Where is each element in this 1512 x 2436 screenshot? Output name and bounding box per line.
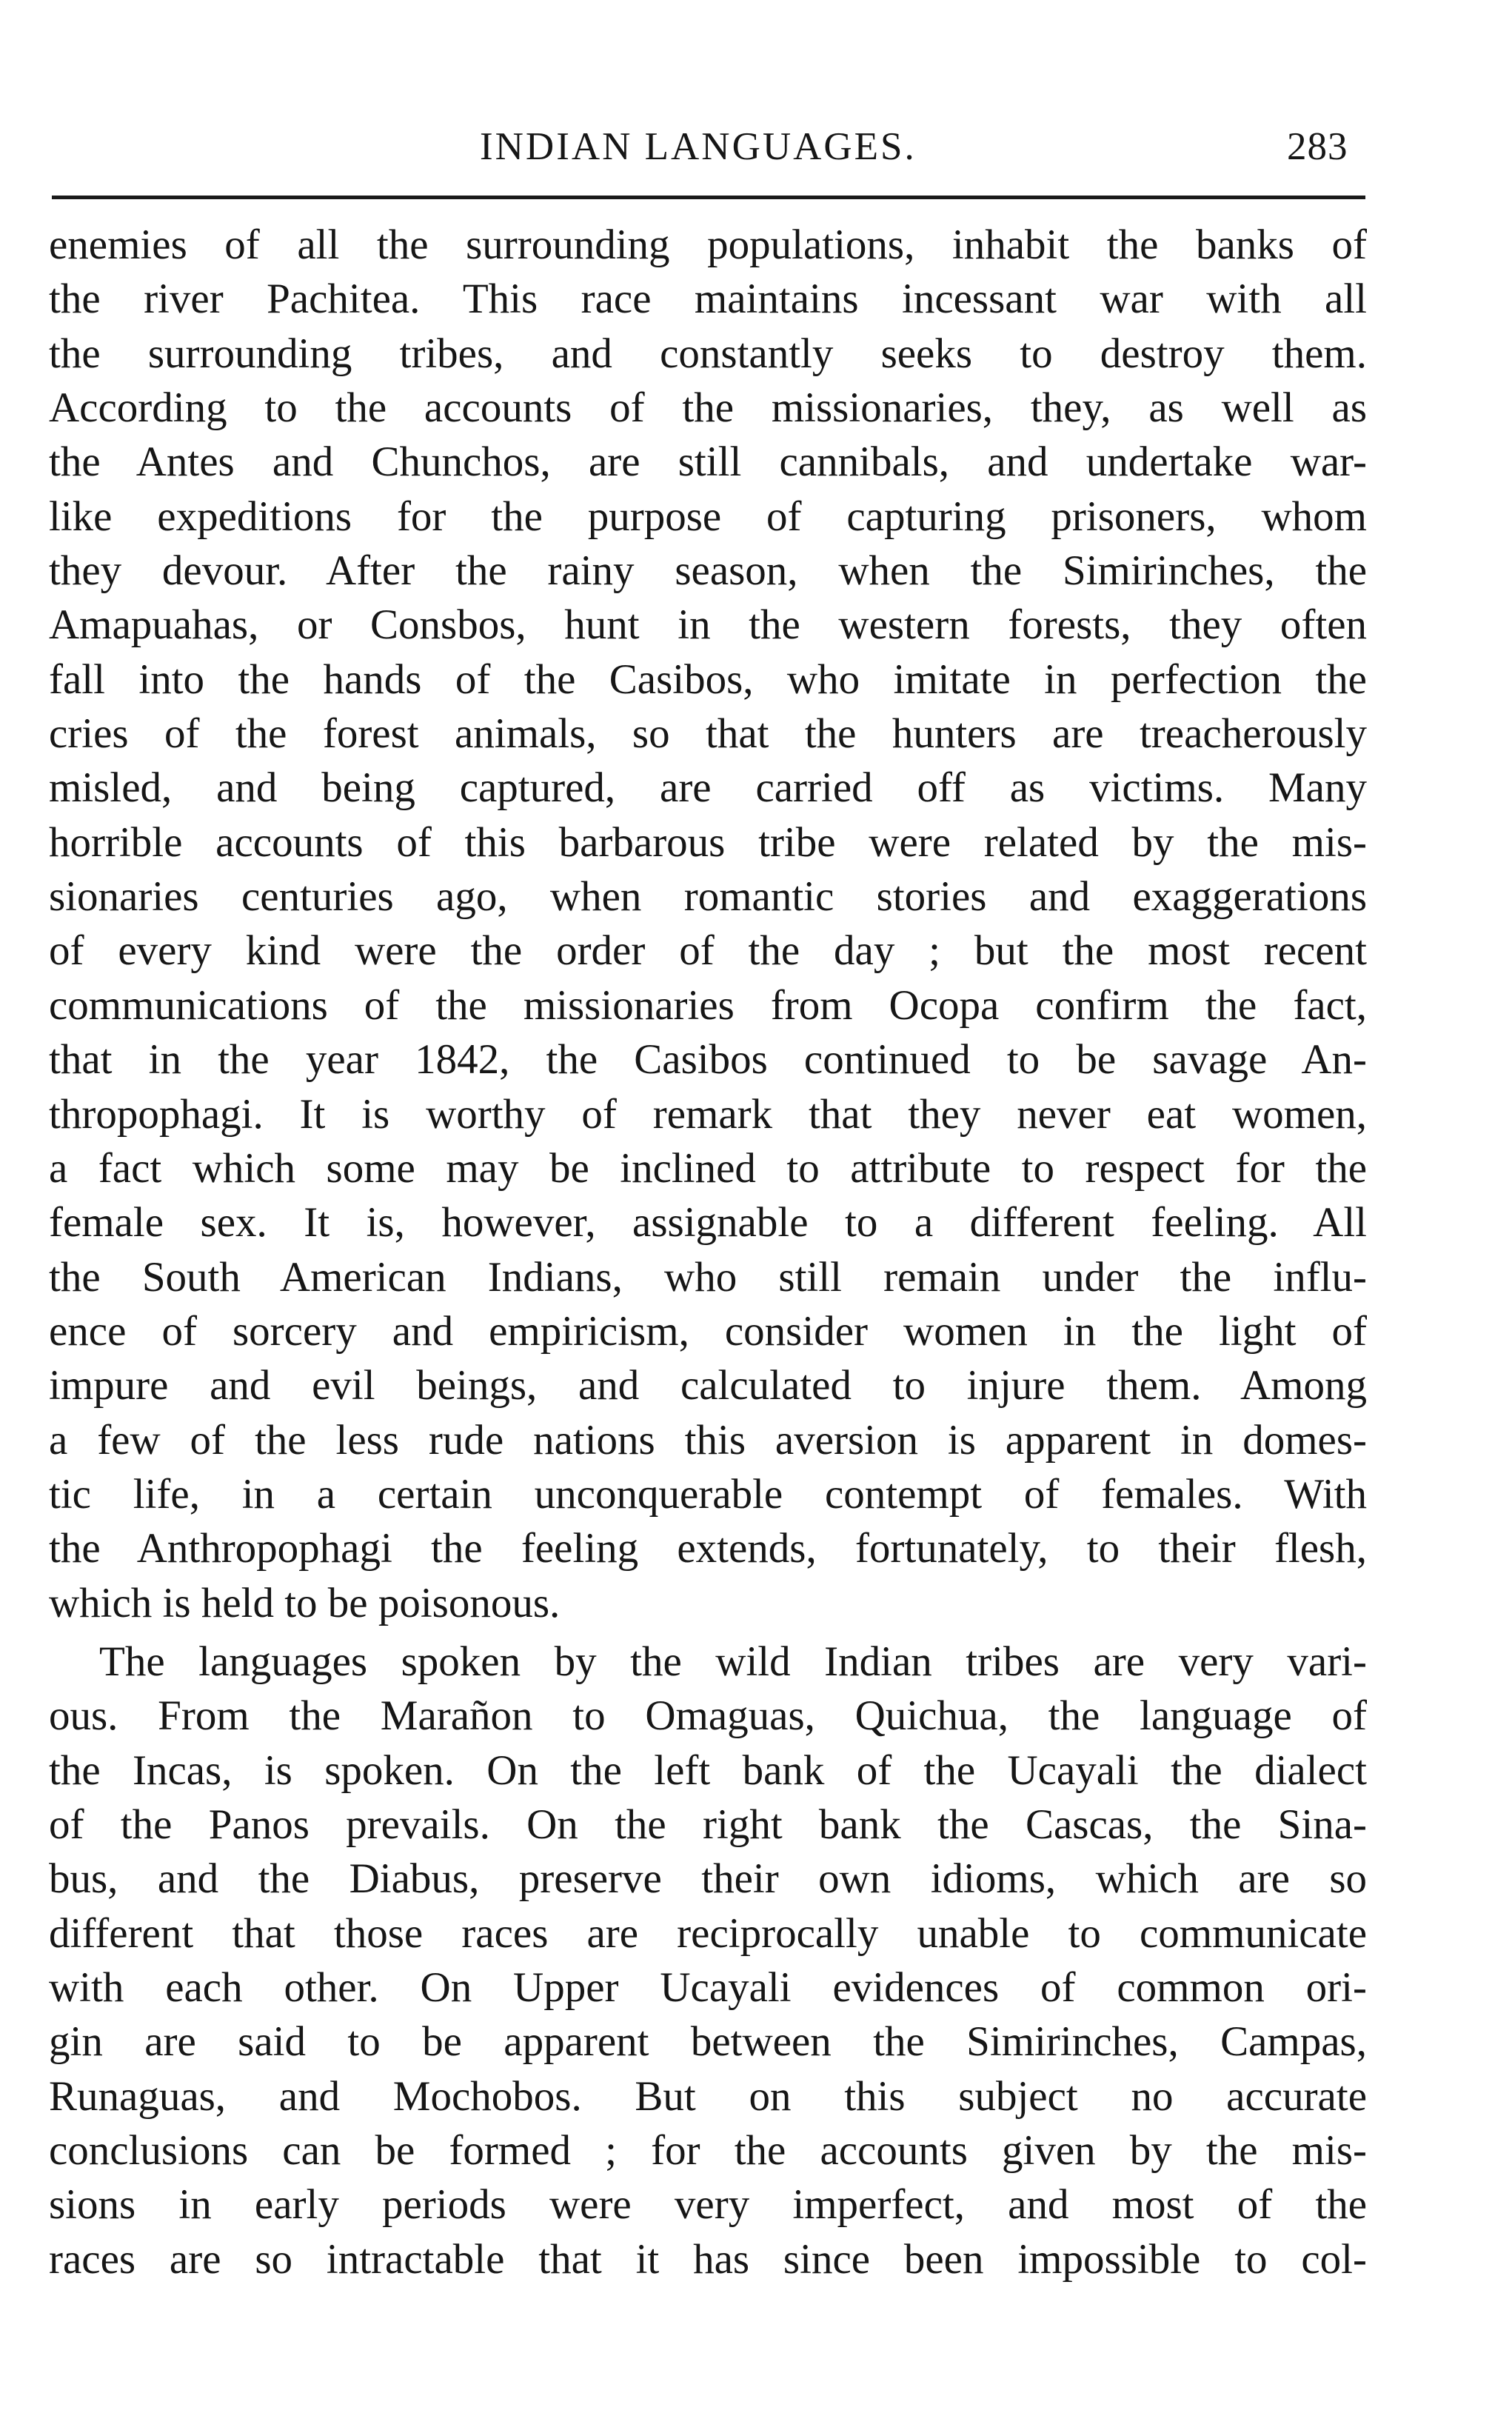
paragraph-2 (49, 1635, 1367, 2286)
text-line: ous. From the Marañon to Omaguas, Quichua, the language of (49, 1692, 1367, 1740)
text-line: sionaries centuries ago, when romantic stories and exaggerations (49, 873, 1367, 921)
text-line: the Anthropophagi the feeling extends, fortunately, to their flesh, (49, 1525, 1367, 1572)
text-line: cries of the forest animals, so that the hunters are treacherously (49, 710, 1367, 758)
text-line: which is held to be poisonous. (49, 1579, 561, 1626)
text-line: that in the year 1842, the Casibos continued to be savage An- (49, 1036, 1367, 1084)
text-line: the Incas, is spoken. On the left bank of the Ucayali the dialect (49, 1746, 1367, 1794)
text-line: sions in early periods were very imperfect, and most of the (49, 2181, 1367, 2229)
text-line: communications of the missionaries from Ocopa confirm the fact, (49, 981, 1367, 1029)
text-line: ence of sorcery and empiricism, consider women in the light of (49, 1307, 1367, 1355)
paragraph-1 (49, 218, 1367, 1630)
text-line: female sex. It is, however, assignable to a different feeling. All (49, 1199, 1367, 1247)
text-line: different that those races are reciprocally unable to communicate (49, 1909, 1367, 1957)
text-line: the river Pachitea. This race maintains incessant war with all (49, 276, 1367, 323)
text-line: misled, and being captured, are carried off as victims. Many (49, 764, 1367, 812)
page-number: 283 (1287, 125, 1348, 168)
text-line: enemies of all the surrounding populations, inhabit the banks of (49, 221, 1367, 268)
text-line: with each other. On Upper Ucayali evidences of common ori- (49, 1964, 1367, 2011)
text-line: tic life, in a certain unconquerable contempt of females. With (49, 1470, 1367, 1518)
text-line: of every kind were the order of the day ; but the most recent (49, 927, 1367, 975)
text-line: impure and evil beings, and calculated to injure them. Among (49, 1362, 1367, 1409)
text-line: bus, and the Diabus, preserve their own idioms, which are so (49, 1855, 1367, 1903)
text-line: Amapuahas, or Consbos, hunt in the western forests, they often (49, 601, 1367, 649)
text-line: they devour. After the rainy season, when the Simirinches, the (49, 547, 1367, 595)
header-rule (52, 196, 1365, 199)
text-line: the Antes and Chunchos, are still cannibals, and undertake war- (49, 438, 1367, 486)
text-line: The languages spoken by the wild Indian tribes are very vari- (99, 1638, 1367, 1685)
text-line: a few of the less rude nations this aversion is apparent in domes- (49, 1416, 1367, 1464)
text-line: Runaguas, and Mochobos. But on this subject no accurate (49, 2072, 1367, 2120)
text-line: races are so intractable that it has since been impossible to col- (49, 2235, 1367, 2283)
text-line: thropophagi. It is worthy of remark that they never eat women, (49, 1090, 1367, 1138)
text-line: conclusions can be formed ; for the accounts given by the mis- (49, 2127, 1367, 2175)
text-line: a fact which some may be inclined to attribute to respect for the (49, 1144, 1367, 1192)
text-line: fall into the hands of the Casibos, who imitate in perfection the (49, 655, 1367, 703)
text-line: horrible accounts of this barbarous tribe were related by the mis- (49, 818, 1367, 866)
running-header-title: INDIAN LANGUAGES. (480, 125, 917, 168)
text-line: According to the accounts of the missionaries, they, as well as (49, 384, 1367, 432)
text-line: the surrounding tribes, and constantly seeks to destroy them. (49, 330, 1367, 377)
body-text (49, 218, 1367, 2286)
text-line: gin are said to be apparent between the Simirinches, Campas, (49, 2018, 1367, 2066)
text-line: like expeditions for the purpose of capturing prisoners, whom (49, 493, 1367, 540)
text-line: the South American Indians, who still remain under the influ- (49, 1253, 1367, 1301)
text-line: of the Panos prevails. On the right bank the Cascas, the Sina- (49, 1801, 1367, 1848)
